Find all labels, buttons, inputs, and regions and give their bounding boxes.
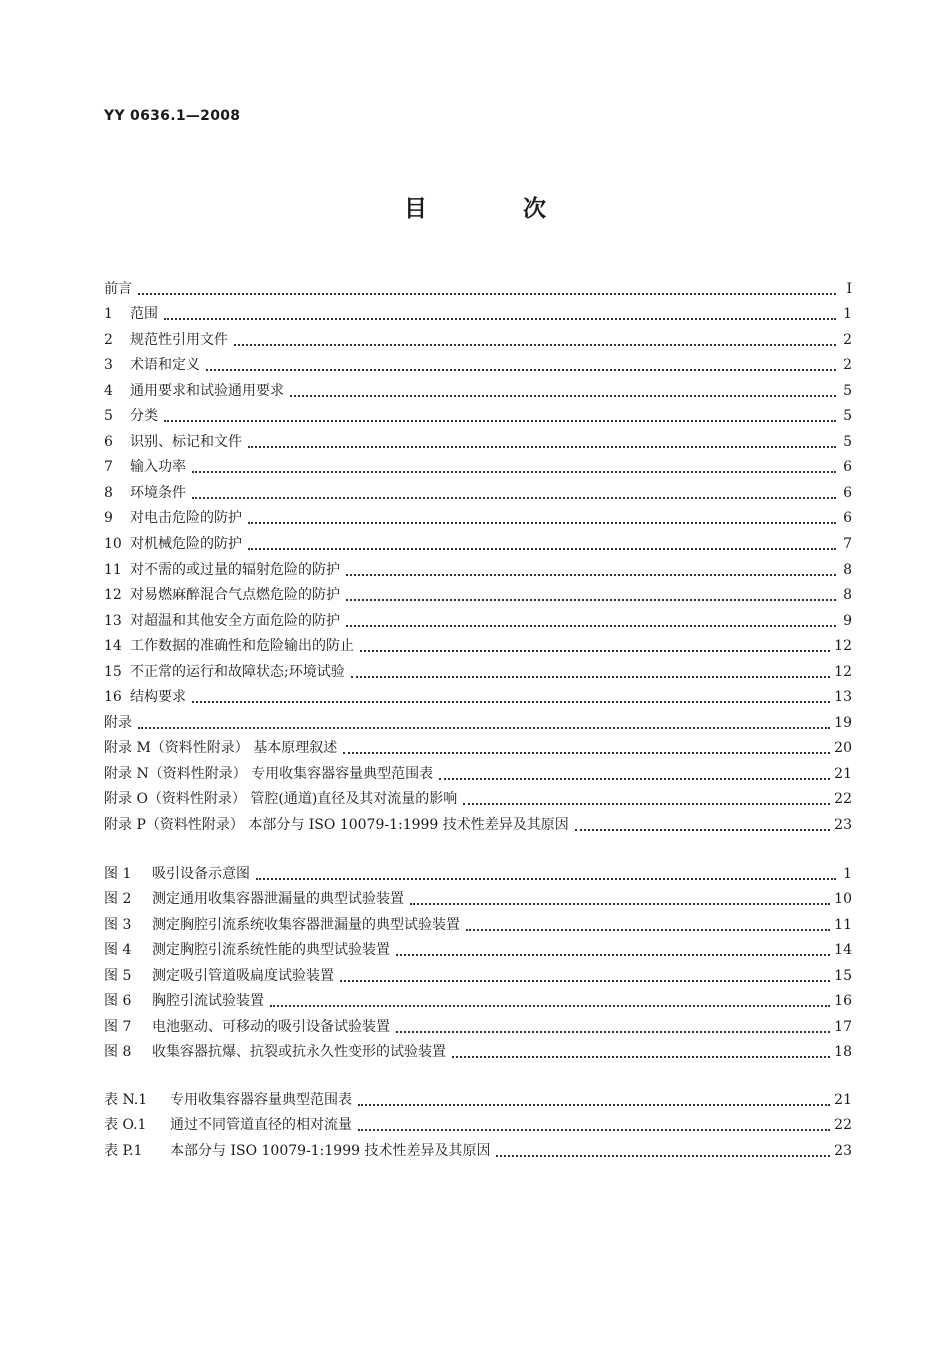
toc-entry-page: I: [846, 280, 852, 297]
toc-entry[interactable]: [104, 579, 852, 605]
toc-entry[interactable]: [104, 527, 852, 553]
dot-leader: [346, 598, 836, 601]
toc-entry-page: 21: [834, 1091, 852, 1108]
toc-entry-label: 附录 M（资料性附录） 基本原理叙述: [104, 740, 338, 757]
toc-entry-page: 13: [834, 689, 852, 706]
toc-entry-number: 图 3: [104, 916, 132, 933]
toc-figures-section: [104, 857, 852, 1061]
toc-entry-page: 5: [843, 408, 852, 425]
toc-entry-page: 15: [834, 967, 852, 984]
toc-entry-label: 测定吸引管道吸扁度试验装置: [152, 967, 334, 984]
toc-entry[interactable]: [104, 604, 852, 630]
toc-entry[interactable]: [104, 706, 852, 732]
toc-entry-page: 20: [834, 740, 852, 757]
toc-entry[interactable]: [104, 502, 852, 528]
toc-entry-number: 16: [104, 689, 122, 706]
toc-entry-page: 8: [843, 561, 852, 578]
toc-entry-page: 17: [834, 1018, 852, 1035]
toc-entry-page: 11: [834, 916, 852, 933]
toc-entry-number: 15: [104, 663, 122, 680]
toc-entry-page: 21: [834, 765, 852, 782]
toc-entry-page: 16: [834, 993, 852, 1010]
toc-entry-number: 10: [104, 536, 122, 553]
toc-entry-label: 通用要求和试验通用要求: [130, 382, 284, 399]
toc-entry-label: 附录 O（资料性附录） 管腔(通道)直径及其对流量的影响: [104, 791, 458, 808]
toc-entry-page: 8: [843, 587, 852, 604]
dot-leader: [343, 751, 830, 754]
toc-entry-number: 图 6: [104, 993, 132, 1010]
toc-entry-page: 12: [834, 663, 852, 680]
toc-figure-entry[interactable]: [104, 985, 852, 1011]
dot-leader: [452, 1055, 830, 1058]
toc-entry-number: 8: [104, 484, 113, 501]
dot-leader: [248, 547, 836, 550]
toc-figure-entry[interactable]: [104, 1010, 852, 1036]
toc-entry-label: 对超温和其他安全方面危险的防护: [130, 612, 340, 629]
toc-entry-label: 附录 N（资料性附录） 专用收集容器容量典型范围表: [104, 765, 434, 782]
toc-entry-label: 前言: [104, 280, 132, 297]
dot-leader: [234, 343, 836, 346]
toc-entry-label: 不正常的运行和故障状态;环境试验: [130, 663, 345, 680]
toc-entry-label: 本部分与 ISO 10079-1:1999 技术性差异及其原因: [170, 1142, 491, 1159]
dot-leader: [164, 317, 836, 320]
toc-entry-label: 电池驱动、可移动的吸引设备试验装置: [152, 1018, 390, 1035]
toc-entry-label: 规范性引用文件: [130, 331, 228, 348]
toc-main-section: [104, 272, 852, 834]
toc-entry-page: 2: [843, 331, 852, 348]
toc-entry-page: 6: [843, 510, 852, 527]
toc-entry-number: 表 O.1: [104, 1117, 147, 1134]
toc-entry-number: 7: [104, 459, 113, 476]
toc-entry[interactable]: [104, 400, 852, 426]
toc-entry-page: 5: [843, 382, 852, 399]
toc-entry[interactable]: [104, 349, 852, 375]
toc-tables-section: [104, 1083, 852, 1160]
toc-entry[interactable]: [104, 323, 852, 349]
dot-leader: [396, 1030, 830, 1033]
dot-leader: [192, 470, 836, 473]
toc-entry-label: 环境条件: [130, 484, 186, 501]
toc-entry-label: 收集容器抗爆、抗裂或抗永久性变形的试验装置: [152, 1044, 446, 1061]
toc-figure-entry[interactable]: [104, 959, 852, 985]
toc-entry-label: 识别、标记和文件: [130, 433, 242, 450]
dot-leader: [248, 521, 836, 524]
toc-title: 目 次: [403, 196, 590, 222]
toc-entry-label: 分类: [130, 408, 158, 425]
toc-entry-label: 对机械危险的防护: [130, 536, 242, 553]
toc-entry-label: 附录: [104, 714, 132, 731]
toc-entry[interactable]: [104, 374, 852, 400]
toc-entry-label: 胸腔引流试验装置: [152, 993, 264, 1010]
toc-figure-entry[interactable]: [104, 883, 852, 909]
dot-leader: [248, 445, 836, 448]
toc-entry[interactable]: [104, 298, 852, 324]
dot-leader: [270, 1004, 830, 1007]
toc-entry-label: 测定胸腔引流系统收集容器泄漏量的典型试验装置: [152, 916, 460, 933]
toc-entry-page: 7: [843, 536, 852, 553]
toc-entry-page: 22: [834, 1117, 852, 1134]
toc-table-entry[interactable]: [104, 1083, 852, 1109]
toc-entry-label: 通过不同管道直径的相对流量: [170, 1117, 352, 1134]
dot-leader: [346, 624, 836, 627]
toc-entry-number: 6: [104, 433, 113, 450]
dot-leader: [192, 496, 836, 499]
dot-leader: [164, 419, 836, 422]
toc-entry-number: 图 2: [104, 891, 132, 908]
toc-entry-page: 23: [834, 817, 852, 834]
toc-entry-page: 1: [843, 865, 852, 882]
toc-entry[interactable]: [104, 630, 852, 656]
dot-leader: [138, 292, 836, 295]
toc-entry-page: 5: [843, 433, 852, 450]
toc-entry-page: 19: [834, 714, 852, 731]
dot-leader: [358, 1103, 830, 1106]
toc-entry-number: 图 7: [104, 1018, 132, 1035]
standard-code: YY 0636.1—2008: [104, 108, 241, 124]
toc-entry-number: 图 1: [104, 865, 132, 882]
toc-entry-number: 3: [104, 357, 113, 374]
toc-entry-number: 13: [104, 612, 122, 629]
toc-entry[interactable]: [104, 425, 852, 451]
toc-entry-label: 术语和定义: [130, 357, 200, 374]
toc-entry-label: 范围: [130, 306, 158, 323]
dot-leader: [138, 726, 830, 729]
toc-entry[interactable]: [104, 757, 852, 783]
toc-entry-page: 10: [834, 891, 852, 908]
dot-leader: [358, 1128, 830, 1131]
toc-entry-number: 表 P.1: [104, 1142, 143, 1159]
toc-table-entry[interactable]: [104, 1109, 852, 1135]
toc-entry-number: 5: [104, 408, 113, 425]
toc-entry-label: 工作数据的准确性和危险输出的防止: [130, 638, 354, 655]
toc-entry-page: 2: [843, 357, 852, 374]
toc-entry[interactable]: [104, 451, 852, 477]
dot-leader: [466, 928, 830, 931]
toc-entry-number: 12: [104, 587, 122, 604]
toc-figure-entry[interactable]: [104, 857, 852, 883]
dot-leader: [396, 953, 830, 956]
dot-leader: [256, 877, 836, 880]
toc-entry-page: 9: [843, 612, 852, 629]
toc-entry-label: 对不需的或过量的辐射危险的防护: [130, 561, 340, 578]
toc-entry-label: 专用收集容器容量典型范围表: [170, 1091, 352, 1108]
dot-leader: [192, 700, 830, 703]
toc-entry-number: 9: [104, 510, 113, 527]
toc-entry-label: 输入功率: [130, 459, 186, 476]
toc-figure-entry[interactable]: [104, 908, 852, 934]
toc-entry-number: 1: [104, 306, 113, 323]
toc-entry[interactable]: [104, 783, 852, 809]
toc-figure-entry[interactable]: [104, 1036, 852, 1062]
toc-entry-label: 结构要求: [130, 689, 186, 706]
dot-leader: [340, 979, 830, 982]
toc-entry-page: 22: [834, 791, 852, 808]
dot-leader: [463, 802, 830, 805]
dot-leader: [575, 828, 830, 831]
toc-entry[interactable]: [104, 476, 852, 502]
toc-entry[interactable]: [104, 681, 852, 707]
toc-entry-page: 6: [843, 459, 852, 476]
toc-entry-page: 12: [834, 638, 852, 655]
toc-entry-page: 14: [834, 942, 852, 959]
toc-entry-number: 4: [104, 382, 113, 399]
toc-entry-label: 对易燃麻醉混合气点燃危险的防护: [130, 587, 340, 604]
dot-leader: [206, 368, 836, 371]
toc-entry-page: 23: [834, 1142, 852, 1159]
toc-entry-label: 吸引设备示意图: [152, 865, 250, 882]
dot-leader: [439, 777, 830, 780]
toc-entry-number: 14: [104, 638, 122, 655]
toc-entry-number: 11: [104, 561, 122, 578]
dot-leader: [346, 573, 836, 576]
toc-entry-number: 图 5: [104, 967, 132, 984]
toc-entry[interactable]: [104, 553, 852, 579]
toc-entry-page: 6: [843, 484, 852, 501]
toc-figure-entry[interactable]: [104, 934, 852, 960]
toc-entry-label: 附录 P（资料性附录） 本部分与 ISO 10079-1:1999 技术性差异及其原因: [104, 817, 569, 834]
toc-entry-label: 测定通用收集容器泄漏量的典型试验装置: [152, 891, 404, 908]
toc-entry[interactable]: [104, 732, 852, 758]
toc-entry[interactable]: [104, 272, 852, 298]
toc-entry-page: 18: [834, 1044, 852, 1061]
dot-leader: [496, 1154, 830, 1157]
toc-entry-label: 对电击危险的防护: [130, 510, 242, 527]
dot-leader: [351, 675, 830, 678]
toc-entry-number: 表 N.1: [104, 1091, 148, 1108]
toc-entry-label: 测定胸腔引流系统性能的典型试验装置: [152, 942, 390, 959]
toc-entry-number: 2: [104, 331, 113, 348]
toc-entry-number: 图 4: [104, 942, 132, 959]
dot-leader: [290, 394, 836, 397]
toc-entry-page: 1: [843, 306, 852, 323]
toc-table-entry[interactable]: [104, 1134, 852, 1160]
toc-entry[interactable]: [104, 808, 852, 834]
dot-leader: [360, 649, 830, 652]
dot-leader: [410, 902, 830, 905]
toc-entry-number: 图 8: [104, 1044, 132, 1061]
toc-entry[interactable]: [104, 655, 852, 681]
